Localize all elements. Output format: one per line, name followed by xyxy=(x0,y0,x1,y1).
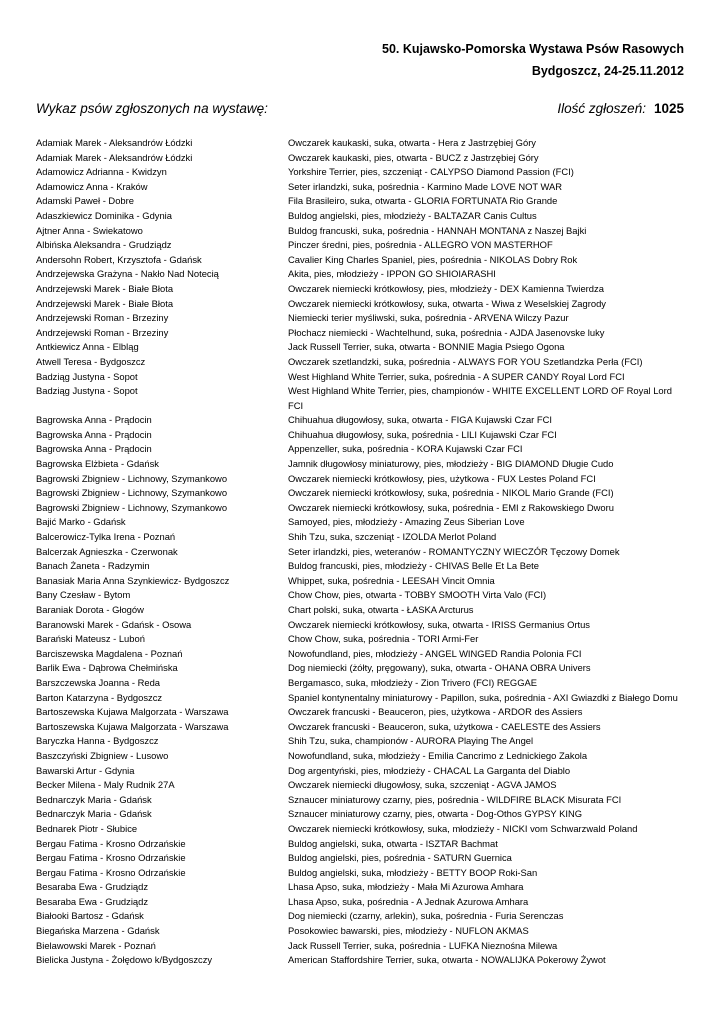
list-item xyxy=(0,880,724,895)
dog-entry: Jack Russell Terrier, suka, pośrednia - LUFKA Nieznośna Milewa xyxy=(288,939,558,951)
owner-name: Andrzejewski Marek - Białe Błota xyxy=(36,282,174,294)
list-item xyxy=(0,384,724,413)
owner-name: Bednarczyk Maria - Gdańsk xyxy=(36,793,152,805)
owner-name: Balcerzak Agnieszka - Czerwonak xyxy=(36,545,178,557)
dog-entry: Owczarek niemiecki krótkowłosy, suka, pośrednia - NIKOL Mario Grande (FCI) xyxy=(288,487,614,499)
dog-entry: Jamnik długowłosy miniaturowy, pies, młodzieży - BIG DIAMOND Długie Cudo xyxy=(288,458,614,470)
entry-count xyxy=(557,101,684,116)
dog-entry: Owczarek kaukaski, pies, otwarta - BUCZ z Jastrzębiej Góry xyxy=(288,151,539,163)
dog-entry: Pinczer średni, pies, pośrednia - ALLEGRO VON MASTERHOF xyxy=(288,239,553,251)
list-item xyxy=(0,545,724,560)
owner-name: Badziąg Justyna - Sopot xyxy=(36,385,138,397)
list-item xyxy=(0,442,724,457)
dog-entry: West Highland White Terrier, pies, championów - WHITE EXCELLENT LORD OF Royal Lord FCI xyxy=(288,385,672,411)
list-item xyxy=(0,530,724,545)
owner-name: Baraniak Dorota - Głogów xyxy=(36,604,144,615)
list-item xyxy=(0,909,724,924)
list-item xyxy=(0,311,724,326)
list-item xyxy=(0,165,724,180)
list-item xyxy=(0,647,724,662)
list-item xyxy=(0,749,724,764)
list-item xyxy=(0,691,724,706)
dog-entry: Owczarek francuski - Beauceron, pies, użytkowa - ARDOR des Assiers xyxy=(288,706,583,718)
dog-entry: Appenzeller, suka, pośrednia - KORA Kujawski Czar FCI xyxy=(288,443,523,455)
owner-name: Bednarczyk Maria - Gdańsk xyxy=(36,808,152,820)
owner-name: Adamiak Marek - Aleksandrów Łódzki xyxy=(36,137,193,148)
list-item xyxy=(0,793,724,808)
list-item xyxy=(0,413,724,428)
dog-entry: Buldog francuski, pies, młodzieży - CHIVAS Belle Et La Bete xyxy=(288,560,539,572)
list-item xyxy=(0,370,724,385)
dog-entry: Nowofundland, suka, młodzieży - Emilia Cancrimo z Lednickiego Zakola xyxy=(288,749,588,761)
owner-name: Badziąg Justyna - Sopot xyxy=(36,370,138,382)
dog-entry: Bergamasco, suka, młodzieży - Zion Trivero (FCI) REGGAE xyxy=(288,676,538,688)
owner-name: Bielicka Justyna - Żołędowo k/Bydgoszczy xyxy=(36,954,213,966)
dog-entry: Lhasa Apso, suka, młodzieży - Mała Mi Azurowa Amhara xyxy=(288,881,524,893)
dog-entry: Owczarek niemiecki krótkowłosy, suka, otwarta - IRISS Germanius Ortus xyxy=(288,618,590,630)
dog-entry: Shih Tzu, suka, szczeniąt - IZOLDA Merlot Poland xyxy=(288,531,497,543)
list-item xyxy=(0,238,724,253)
dog-entry: Buldog angielski, pies, młodzieży - BALTAZAR Canis Cultus xyxy=(288,209,537,221)
dog-entry: Posokowiec bawarski, pies, młodzieży - NUFLON AKMAS xyxy=(288,925,529,937)
list-item xyxy=(0,866,724,881)
dog-entry: Akita, pies, młodzieży - IPPON GO SHIOIARASHI xyxy=(288,268,496,280)
dog-entry: West Highland White Terrier, suka, pośrednia - A SUPER CANDY Royal Lord FCI xyxy=(288,370,625,382)
dog-entry: Seter irlandzki, pies, weteranów - ROMANTYCZNY WIECZÓR Tęczowy Domek xyxy=(288,545,620,557)
owner-name: Barlik Ewa - Dąbrowa Chełmińska xyxy=(36,662,178,674)
owner-name: Bagrowski Zbigniew - Lichnowy, Szymankowo xyxy=(36,472,228,484)
dog-entry: Owczarek niemiecki krótkowłosy, pies, użytkowa - FUX Lestes Poland FCI xyxy=(288,472,596,484)
list-item xyxy=(0,297,724,312)
owner-name: Bagrowska Anna - Prądocin xyxy=(36,414,152,426)
list-item xyxy=(0,574,724,589)
dog-entry: Nowofundland, pies, młodzieży - ANGEL WINGED Randia Polonia FCI xyxy=(288,647,582,659)
owner-name: Besaraba Ewa - Grudziądz xyxy=(36,881,149,893)
owner-name: Baryczka Hanna - Bydgoszcz xyxy=(36,735,159,747)
owner-name: Balcerowicz-Tylka Irena - Poznań xyxy=(36,531,176,543)
list-item xyxy=(0,282,724,297)
owner-name: Białooki Bartosz - Gdańsk xyxy=(36,910,144,922)
list-item xyxy=(0,472,724,487)
owner-name: Baranowski Marek - Gdańsk - Osowa xyxy=(36,618,192,630)
owner-name: Baszczyński Zbigniew - Lusowo xyxy=(36,749,169,761)
show-title: 50. Kujawsko-Pomorska Wystawa Psów Rasowych xyxy=(382,42,684,56)
dog-entry: Owczarek kaukaski, suka, otwarta - Hera z Jastrzębiej Góry xyxy=(288,137,536,148)
list-item xyxy=(0,676,724,691)
dog-entry: Owczarek niemiecki krótkowłosy, suka, otwarta - Wiwa z Weselskiej Zagrody xyxy=(288,297,606,309)
dog-entry: Dog niemiecki (czarny, arlekin), suka, pośrednia - Furia Serenczas xyxy=(288,910,564,922)
owner-name: Bielawowski Marek - Poznań xyxy=(36,939,156,951)
dog-entry: Chihuahua długowłosy, suka, pośrednia - LILI Kujawski Czar FCI xyxy=(288,428,557,440)
owner-name: Adamiak Marek - Aleksandrów Łódzki xyxy=(36,151,193,163)
dog-entry: Płochacz niemiecki - Wachtelhund, suka, pośrednia - AJDA Jasenovske luky xyxy=(288,326,605,338)
dog-entry: Owczarek niemiecki krótkowłosy, pies, młodzieży - DEX Kamienna Twierdza xyxy=(288,282,604,294)
list-item xyxy=(0,953,724,968)
owner-name: Bergau Fatima - Krosno Odrzańskie xyxy=(36,837,186,849)
list-item xyxy=(0,720,724,735)
owner-name: Albińska Aleksandra - Grudziądz xyxy=(36,239,172,251)
list-subtitle: Wykaz psów zgłoszonych na wystawę: xyxy=(36,101,268,116)
owner-name: Bagrowska Anna - Prądocin xyxy=(36,428,152,440)
owner-name: Bawarski Artur - Gdynia xyxy=(36,764,135,776)
dog-entry: Owczarek szetlandzki, suka, pośrednia - ALWAYS FOR YOU Szetlandzka Perła (FCI) xyxy=(288,355,643,367)
show-location-date: Bydgoszcz, 24-25.11.2012 xyxy=(531,64,684,78)
owner-name: Bagrowska Anna - Prądocin xyxy=(36,443,152,455)
dog-entry: Shih Tzu, suka, championów - AURORA Playing The Angel xyxy=(288,735,534,747)
list-item xyxy=(0,661,724,676)
owner-name: Bergau Fatima - Krosno Odrzańskie xyxy=(36,852,186,864)
list-item xyxy=(0,340,724,355)
dog-entry: Sznaucer miniaturowy czarny, pies, pośrednia - WILDFIRE BLACK Misurata FCI xyxy=(288,793,622,805)
owner-name: Bergau Fatima - Krosno Odrzańskie xyxy=(36,866,186,878)
list-item xyxy=(0,764,724,779)
owner-name: Bartoszewska Kujawa Malgorzata - Warszawa xyxy=(36,720,229,732)
dog-entry: Owczarek niemiecki długowłosy, suka, szczeniąt - AGVA JAMOS xyxy=(288,779,557,791)
list-item xyxy=(0,267,724,282)
dog-entry: Cavalier King Charles Spaniel, pies, pośrednia - NIKOLAS Dobry Rok xyxy=(288,253,578,265)
list-item xyxy=(0,151,724,166)
list-item xyxy=(0,180,724,195)
dog-entry: Spaniel kontynentalny miniaturowy - Papillon, suka, pośrednia - AXI Gwiazdki z Białego Domu xyxy=(288,691,678,703)
list-item xyxy=(0,807,724,822)
list-item xyxy=(0,224,724,239)
list-item xyxy=(0,837,724,852)
list-item xyxy=(0,501,724,516)
owner-name: Antkiewicz Anna - Elbląg xyxy=(36,341,139,353)
owner-name: Bartoszewska Kujawa Malgorzata - Warszawa xyxy=(36,706,229,718)
list-item xyxy=(0,778,724,793)
dog-entry: Seter irlandzki, suka, pośrednia - Karmino Made LOVE NOT WAR xyxy=(288,180,563,192)
dog-entry: Chow Chow, suka, pośrednia - TORI Armi-Fer xyxy=(288,633,479,645)
dog-entry: Fila Brasileiro, suka, otwarta - GLORIA FORTUNATA Rio Grande xyxy=(288,195,558,207)
dog-entry: Dog argentyński, pies, młodzieży - CHACAL La Garganta del Diablo xyxy=(288,764,571,776)
owner-name: Banach Żaneta - Radzymin xyxy=(36,560,150,572)
dog-entry: Chihuahua długowłosy, suka, otwarta - FIGA Kujawski Czar FCI xyxy=(288,414,552,426)
list-item xyxy=(0,486,724,501)
dog-entry: Jack Russell Terrier, suka, otwarta - BONNIE Magia Psiego Ogona xyxy=(288,341,565,353)
owner-name: Andrzejewski Roman - Brzeziny xyxy=(36,326,169,338)
owner-name: Banasiak Maria Anna Szynkiewicz- Bydgoszcz xyxy=(36,574,230,586)
list-item xyxy=(0,822,724,837)
list-item xyxy=(0,253,724,268)
dog-entry: Sznaucer miniaturowy czarny, pies, otwarta - Dog-Othos GYPSY KING xyxy=(288,808,583,820)
dog-entry: Owczarek niemiecki krótkowłosy, suka, młodzieży - NICKI vom Schwarzwald Poland xyxy=(288,822,638,834)
owner-name: Bajić Marko - Gdańsk xyxy=(36,516,126,528)
owner-name: Bany Czesław - Bytom xyxy=(36,589,131,601)
dog-entry: Buldog francuski, suka, pośrednia - HANNAH MONTANA z Naszej Bajki xyxy=(288,224,587,236)
list-item xyxy=(0,457,724,472)
owner-name: Barciszewska Magdalena - Poznań xyxy=(36,647,183,659)
dog-entry: American Staffordshire Terrier, suka, otwarta - NOWALIJKA Pokerowy Żywot xyxy=(288,954,606,966)
owner-name: Bagrowski Zbigniew - Lichnowy, Szymankowo xyxy=(36,487,228,499)
dog-entry: Yorkshire Terrier, pies, szczeniąt - CALYPSO Diamond Passion (FCI) xyxy=(288,166,574,178)
dog-entry: Chart polski, suka, otwarta - ŁASKA Arcturus xyxy=(288,604,474,615)
list-item xyxy=(0,355,724,370)
list-item xyxy=(0,705,724,720)
owner-name: Adamowicz Anna - Kraków xyxy=(36,180,148,192)
dog-entry: Buldog angielski, suka, otwarta - ISZTAR Bachmat xyxy=(288,837,498,849)
dog-entry: Whippet, suka, pośrednia - LEESAH Vincit Omnia xyxy=(288,574,495,586)
owner-name: Besaraba Ewa - Grudziądz xyxy=(36,895,149,907)
dog-entry: Owczarek francuski - Beauceron, suka, użytkowa - CAELESTE des Assiers xyxy=(288,720,601,732)
entry-count-value: 1025 xyxy=(653,101,684,116)
dog-entry: Owczarek niemiecki krótkowłosy, suka, pośrednia - EMI z Rakowskiego Dworu xyxy=(288,501,614,513)
owner-name: Andrzejewska Grażyna - Nakło Nad Notecią xyxy=(36,268,219,280)
list-item xyxy=(0,209,724,224)
list-item xyxy=(0,851,724,866)
owner-name: Becker Milena - Maly Rudnik 27A xyxy=(36,779,175,791)
owner-name: Adamski Paweł - Dobre xyxy=(36,195,134,207)
dog-entry: Chow Chow, pies, otwarta - TOBBY SMOOTH Virta Valo (FCI) xyxy=(288,589,547,601)
list-item xyxy=(0,194,724,209)
list-item xyxy=(0,618,724,633)
owner-name: Barszczewska Joanna - Reda xyxy=(36,676,161,688)
dog-entry: Samoyed, pies, młodzieży - Amazing Zeus Siberian Love xyxy=(288,516,525,528)
list-item xyxy=(0,515,724,530)
entry-count-label: Ilość zgłoszeń: xyxy=(557,101,646,116)
owner-name: Atwell Teresa - Bydgoszcz xyxy=(36,355,146,367)
dog-entry: Lhasa Apso, suka, pośrednia - A Jednak Azurowa Amhara xyxy=(288,895,529,907)
list-item xyxy=(0,428,724,443)
owner-name: Bednarek Piotr - Słubice xyxy=(36,822,138,834)
list-item xyxy=(0,603,724,618)
owner-name: Adamowicz Adrianna - Kwidzyn xyxy=(36,166,167,178)
list-item xyxy=(0,734,724,749)
dog-entry: Dog niemiecki (żółty, pręgowany), suka, otwarta - OHANA OBRA Univers xyxy=(288,662,591,674)
list-item xyxy=(0,939,724,954)
list-item xyxy=(0,588,724,603)
owner-name: Andrzejewski Marek - Białe Błota xyxy=(36,297,174,309)
list-item xyxy=(0,895,724,910)
owner-name: Biegańska Marzena - Gdańsk xyxy=(36,925,160,937)
owner-name: Bagrowska Elżbieta - Gdańsk xyxy=(36,458,159,470)
list-item xyxy=(0,559,724,574)
entries-list xyxy=(0,136,724,968)
owner-name: Andrzejewski Roman - Brzeziny xyxy=(36,312,169,324)
list-item xyxy=(0,136,724,151)
owner-name: Bagrowski Zbigniew - Lichnowy, Szymankowo xyxy=(36,501,228,513)
owner-name: Barański Mateusz - Luboń xyxy=(36,633,145,645)
dog-entry: Buldog angielski, suka, młodzieży - BETTY BOOP Roki-San xyxy=(288,866,538,878)
list-item xyxy=(0,632,724,647)
owner-name: Barton Katarzyna - Bydgoszcz xyxy=(36,691,163,703)
list-item xyxy=(0,924,724,939)
list-item xyxy=(0,326,724,341)
owner-name: Andersohn Robert, Krzysztofa - Gdańsk xyxy=(36,253,202,265)
dog-entry: Buldog angielski, pies, pośrednia - SATURN Guernica xyxy=(288,852,512,864)
owner-name: Ajtner Anna - Swiekatowo xyxy=(36,224,143,236)
owner-name: Adaszkiewicz Dominika - Gdynia xyxy=(36,209,172,221)
dog-entry: Niemiecki terier myśliwski, suka, pośrednia - ARVENA Wilczy Pazur xyxy=(288,312,569,324)
